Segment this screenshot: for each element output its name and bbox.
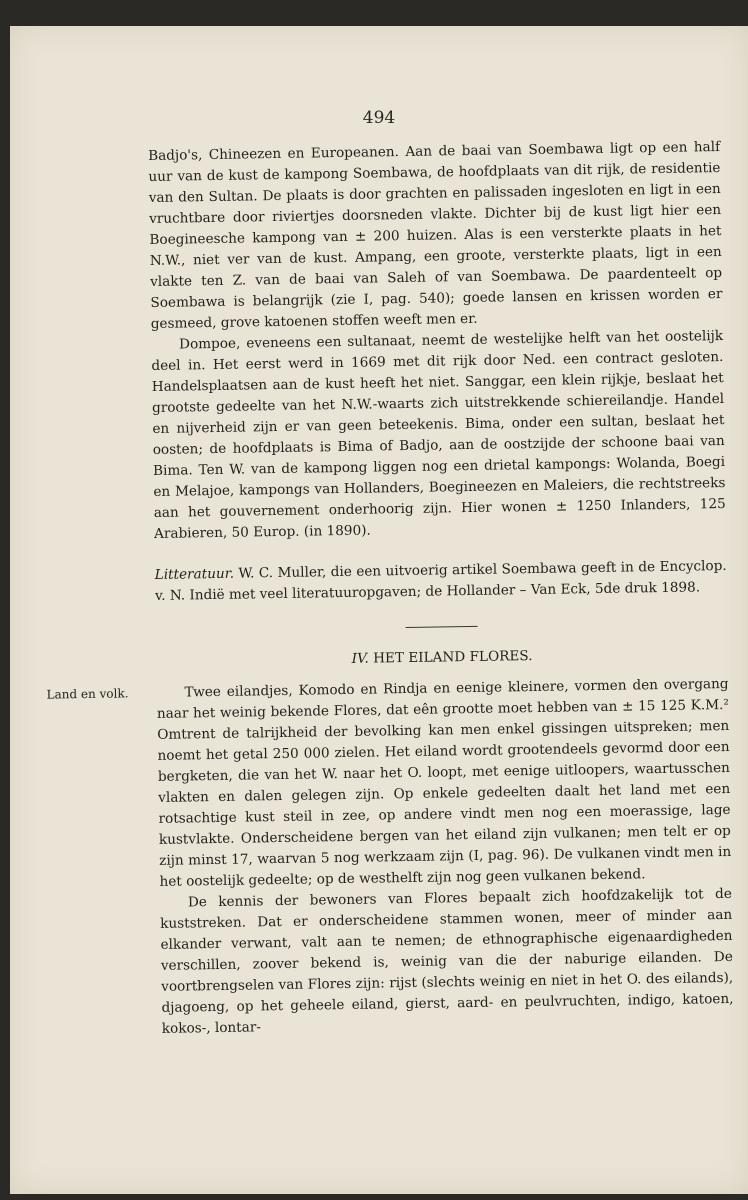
section-divider	[406, 626, 478, 628]
section-title: HET EILAND FLORES.	[373, 648, 533, 667]
paragraph: Dompoe, eveneens een sultanaat, neemt de westelijke helft van het oostelijk deel in. Het eerst werd in 1669 met dit rijk door Ned. een contract gesloten. Handelsplaatsen aan de kust heeft het niet. Sanggar, een klein rijkje, beslaat het grootste gedeelte van het N.W.-waarts zich uitstrekkende schiereilandje. Handel en nijverheid zijn er van geen beteekenis. Bima, onder een sultan, beslaat het oosten; de hoofdplaats is Bima of Badjo, aan de oostzijde der schoone baai van Bima. Ten W. van de kampong liggen nog een drietal kampongs: Wolanda, Boegi en Melajoe, kampongs van Hollanders, Boegineezen en Maleiers, die rechtstreeks aan het gouvernement onderhoorig zijn. Hier wonen ± 1250 Inlanders, 125 Arabieren, 50 Europ. (in 1890).	[151, 327, 726, 542]
paragraph	[46, 674, 732, 893]
literature-label: Litteratuur.	[154, 565, 235, 583]
page-body	[46, 137, 734, 1040]
page-number: 494	[362, 108, 396, 128]
literature-note	[155, 556, 728, 607]
section-heading	[156, 643, 728, 673]
literature-text: W. C. Muller, die een uitvoerig artikel Soembawa geeft in de Encyclop. v. N. Indië met veel literatuuropgaven; de Hollander – Van Eck, 5de druk 1898.	[154, 557, 727, 604]
section-number: IV.	[351, 650, 369, 667]
paragraph: De kennis der bewoners van Flores bepaalt zich hoofdzakelijk tot de kuststreken. Dat er onderscheidene stammen wonen, meer of minder aan elkander verwant, valt aan te nemen; de ethnographische eigenaardigheden verschillen, zoover bekend is, weinig van die der naburige eilanden. De voortbrengselen van Flores zijn: rijst (slechts weinig en niet in het O. des eilands), djagoeng, op het geheele eiland, gierst, aard- en peulvruchten, indigo, katoen, kokos-, lontar-	[160, 885, 734, 1037]
book-page	[10, 26, 748, 1194]
margin-note: Land en volk.	[46, 686, 129, 702]
paragraph: Badjo's, Chineezen en Europeanen. Aan de baai van Soembawa ligt op een half uur van de kust de kampong Soembawa, de hoofdplaats van dit rijk, de residentie van den Sultan. De plaats is door grachten en palissaden ingesloten en ligt in een vruchtbare door riviertjes doorsneden vlakte. Dichter bij de kust ligt hier een Boegineesche kampong van ± 200 huizen. Alas is een versterkte plaats in het N.W., niet ver van de kust. Ampang, een groote, versterkte plaats, ligt in een vlakte ten Z. van de baai van Saleh of van Soembawa. De paardenteelt op Soembawa is belangrijk (zie I, pag. 540); goede lansen en krissen worden er gesmeed, grove katoenen stoffen weeft men er.	[148, 139, 723, 332]
paragraph-text: Twee eilandjes, Komodo en Rindja en eenige kleinere, vormen den overgang naar het weinig bekende Flores, dat eên grootte moet hebben van ± 15 125 K.M.² Omtrent de talrijkheid der bevolking kan men enkel gissingen uitspreken; men noemt het getal 250 000 zielen. Het eiland wordt grootendeels gevormd door een bergketen, die van het W. naar het O. loopt, met eenige uitloopers, waartusschen vlakten en dalen gelegen zijn. Op enkele gedeelten daalt het land met een rotsachtige kust steil in zee, op andere vindt men nog een moerassige, lage kustvlakte. Onderscheidene bergen van het eiland zijn vulkanen; men telt er op zijn minst 17, waarvan 5 nog werkzaam zijn (I, pag. 96). De vulkanen vindt men in het oostelijk gedeelte; op de westhelft zijn nog geen vulkanen bekend.	[156, 675, 732, 890]
